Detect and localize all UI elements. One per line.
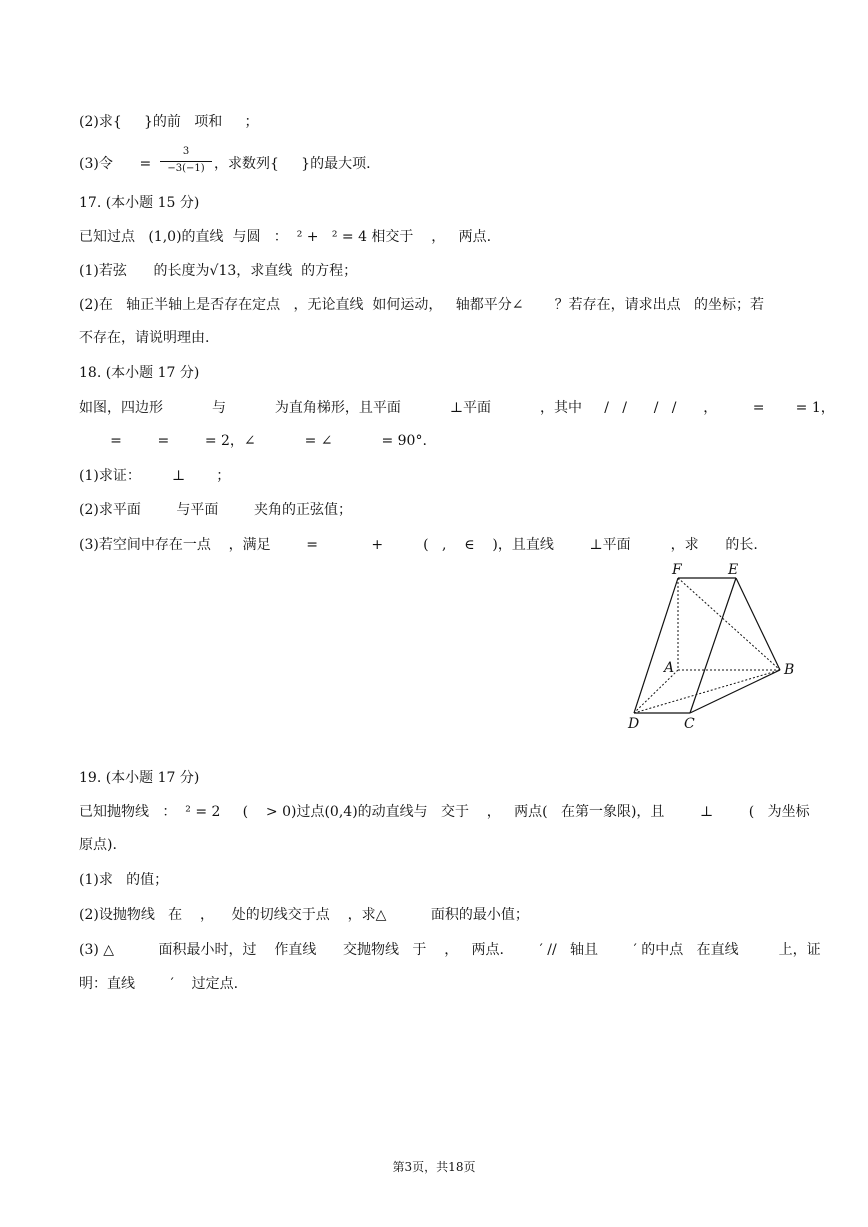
p19-stem-line2: 原点). [79, 837, 117, 853]
p16-part3-prefix: (3)令 = [79, 156, 156, 172]
p16-frac-numerator: 3 [182, 146, 190, 157]
p18-part3: (3)若空间中存在一点 ，满足 = + ( , ∈ )，且直线 ⊥平面 ，求 的长. [79, 537, 758, 553]
label-D: D [628, 716, 640, 732]
edge-DB [634, 670, 780, 713]
p17-stem: 已知过点 (1,0)的直线 与圆 ： ² + ² = 4 相交于 ， 两点. [79, 229, 492, 245]
p19-part2: (2)设抛物线 在 ， 处的切线交于点 ，求△ 面积的最小值； [79, 907, 529, 923]
edge-FD [634, 578, 678, 713]
page-footer: 第3页，共18页 [392, 1160, 476, 1174]
p17-part2-line1: (2)在 轴正半轴上是否存在定点 ，无论直线 如何运动， 轴都平分∠ ？若存在，请求出点 的坐标；若 [79, 297, 765, 313]
label-E: E [728, 562, 739, 578]
p17-part1: (1)若弦 的长度为√13，求直线 的方程； [79, 263, 358, 279]
p16-part2: (2)求{ }的前 项和 ； [79, 114, 259, 130]
p19-part3-line2: 明：直线 ′ 过定点. [79, 976, 239, 992]
p18-header: 18. (本小题 17 分) [79, 365, 200, 381]
p17-part2-line2: 不存在，请说明理由. [79, 330, 210, 346]
p18-part2: (2)求平面 与平面 夹角的正弦值； [79, 502, 353, 518]
p16-frac-bar [160, 161, 212, 162]
p16-frac-denominator: −3(−1) [167, 163, 205, 174]
edge-EC [690, 578, 736, 713]
edge-EB [736, 578, 780, 670]
p19-header: 19. (本小题 17 分) [79, 770, 200, 786]
edge-FB [678, 578, 780, 670]
label-F: F [672, 562, 682, 578]
label-B: B [784, 662, 795, 678]
p16-part3-suffix: ，求数列{ }的最大项. [214, 156, 371, 172]
p18-stem-line1: 如图，四边形 与 为直角梯形，且平面 ⊥平面 ，其中 / / / / ， = = 1， [79, 400, 835, 416]
trapezoid-solid-figure [618, 560, 808, 738]
p17-header: 17. (本小题 15 分) [79, 195, 200, 211]
p18-part1: (1)求证： ⊥ ； [79, 468, 231, 484]
label-A: A [664, 660, 675, 676]
p19-part1: (1)求 的值； [79, 872, 169, 888]
p18-stem-line2: = = = 2，∠ = ∠ = 90°. [79, 433, 427, 449]
p19-part3-line1: (3) △ 面积最小时，过 作直线 交抛物线 于 ， 两点. ′ // 轴且 ′ 的中点 在直线 上，证 [79, 942, 821, 958]
label-C: C [684, 716, 695, 732]
p19-stem-line1: 已知抛物线 ： ² = 2 ( > 0)过点(0,4)的动直线与 交于 ， 两点( 在第一象限)，且 ⊥ ( 为坐标 [79, 804, 810, 820]
edge-CB [690, 670, 780, 713]
